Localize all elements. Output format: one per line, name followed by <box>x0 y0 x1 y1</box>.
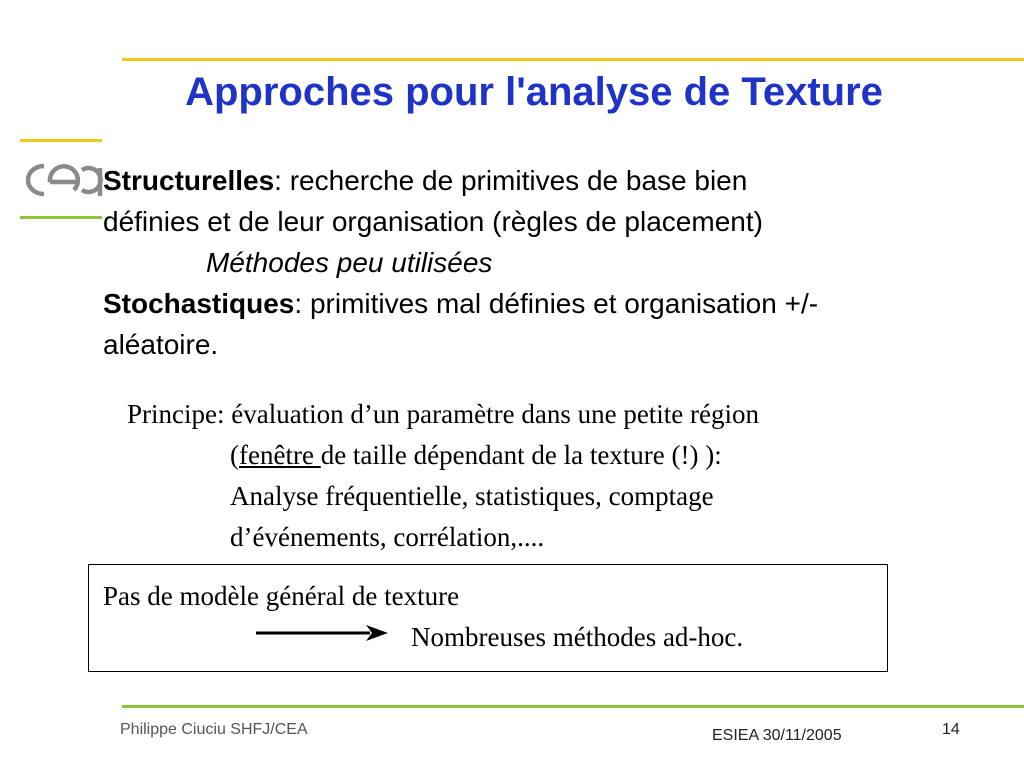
footer-event: ESIEA 30/11/2005 <box>712 727 842 744</box>
page-number: 14 <box>942 721 960 738</box>
structurelles-text-1: : recherche de primitives de base bien <box>274 165 748 196</box>
principle-line-4: d’événements, corrélation,.... <box>230 522 545 552</box>
stochastiques-line-1 <box>103 283 1003 324</box>
structurelles-label: Structurelles <box>103 165 275 196</box>
principle-open-paren: ( <box>230 440 239 470</box>
top-rule <box>122 58 1024 61</box>
approaches-list <box>103 160 1003 365</box>
structurelles-text-2: définies et de leur organisation (règles de placement) <box>103 206 763 237</box>
principle-line-2-rest: de taille dépendant de la texture (!) ): <box>320 440 722 470</box>
cea-logo-icon <box>20 156 104 204</box>
structurelles-line-1 <box>103 160 1003 201</box>
principle-line-3: Analyse fréquentielle, statistiques, comptage <box>230 481 714 511</box>
principle-block <box>127 394 1007 558</box>
logo-top-rule <box>20 139 102 142</box>
stochastiques-text-2: aléatoire. <box>103 329 219 360</box>
conclusion-line-1: Pas de modèle général de texture <box>103 581 460 611</box>
stochastiques-label: Stochastiques <box>103 288 295 319</box>
arrow-right-icon <box>254 621 390 645</box>
principle-window-word: fenêtre <box>239 440 321 470</box>
structurelles-note: Méthodes peu utilisées <box>206 247 493 278</box>
slide-title: Approches pour l'analyse de Texture <box>185 70 883 114</box>
conclusion-line-2: Nombreuses méthodes ad-hoc. <box>411 622 744 652</box>
bottom-rule <box>122 705 1024 708</box>
logo-bottom-rule <box>20 216 102 219</box>
principle-line-2 <box>127 435 1007 476</box>
conclusion-box <box>88 564 888 672</box>
stochastiques-text-1: : primitives mal définies et organisation +/- <box>294 288 819 319</box>
principle-line-1: Principe: évaluation d’un paramètre dans une petite région <box>127 399 760 429</box>
footer-author: Philippe Ciuciu SHFJ/CEA <box>120 721 308 738</box>
